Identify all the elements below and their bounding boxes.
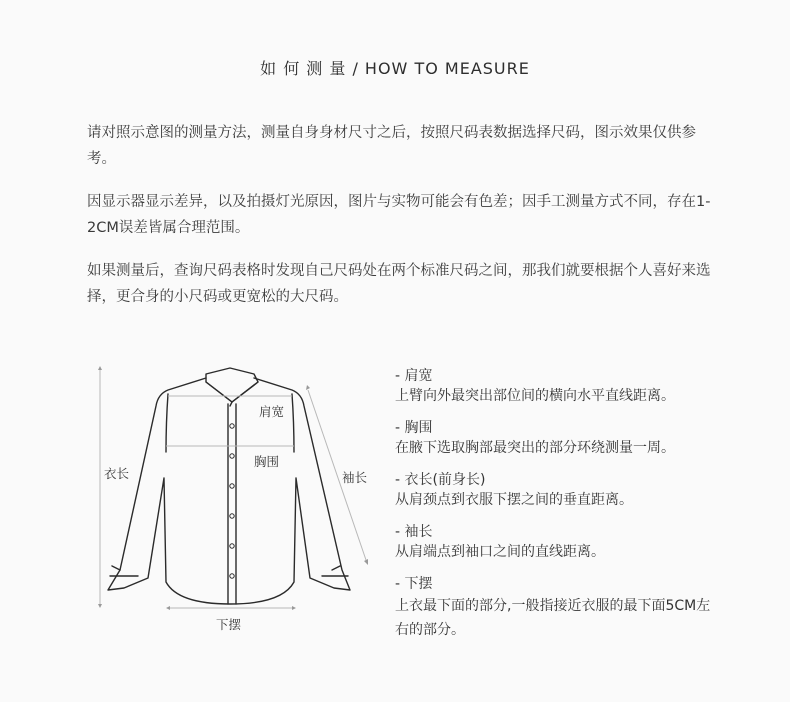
legend-description: 上衣最下面的部分,一般指接近衣服的最下面5CM左右的部分。 [395, 598, 711, 638]
legend-heading: - 衣长(前身长) [395, 472, 486, 488]
legend-description: 从肩端点到袖口之间的直线距离。 [395, 544, 605, 560]
legend-item-chest [395, 418, 775, 458]
legend-item-length [395, 470, 775, 510]
length-label: 衣长 [104, 466, 130, 481]
legend-item-hem [395, 574, 775, 642]
intro-paragraph-3: 如果测量后，查询尺码表格时发现自己尺码处在两个标准尺码之间，那我们就要根据个人喜好来选择，更合身的小尺码或更宽松的大尺码。 [87, 263, 711, 305]
legend-heading: - 肩宽 [395, 368, 433, 384]
intro-paragraph-2: 因显示器显示差异，以及拍摄灯光原因，图片与实物可能会有色差；因手工测量方式不同，存在1-2CM误差皆属合理范围。 [87, 194, 711, 236]
legend-item-shoulder [395, 366, 775, 406]
page-title: 如 何 测 量 / HOW TO MEASURE [260, 59, 530, 78]
shoulder-label: 肩宽 [259, 404, 285, 419]
legend-description: 上臂向外最突出部位间的横向水平直线距离。 [395, 388, 675, 404]
legend-heading: - 下摆 [395, 576, 433, 592]
shirt-illustration [88, 360, 388, 650]
legend-heading: - 胸围 [395, 420, 433, 436]
shirt-measure-diagram [88, 360, 388, 650]
sleeve-label: 袖长 [342, 470, 368, 485]
legend-description: 从肩颈点到衣服下摆之间的垂直距离。 [395, 492, 633, 508]
legend-item-sleeve [395, 522, 775, 562]
measure-legend [395, 366, 775, 654]
legend-heading: - 袖长 [395, 524, 433, 540]
hem-label: 下摆 [216, 617, 242, 632]
legend-description: 在腋下选取胸部最突出的部分环绕测量一周。 [395, 440, 675, 456]
intro-paragraph-1: 请对照示意图的测量方法，测量自身身材尺寸之后，按照尺码表数据选择尺码，图示效果仅供参考。 [87, 125, 696, 167]
chest-label: 胸围 [254, 454, 280, 469]
